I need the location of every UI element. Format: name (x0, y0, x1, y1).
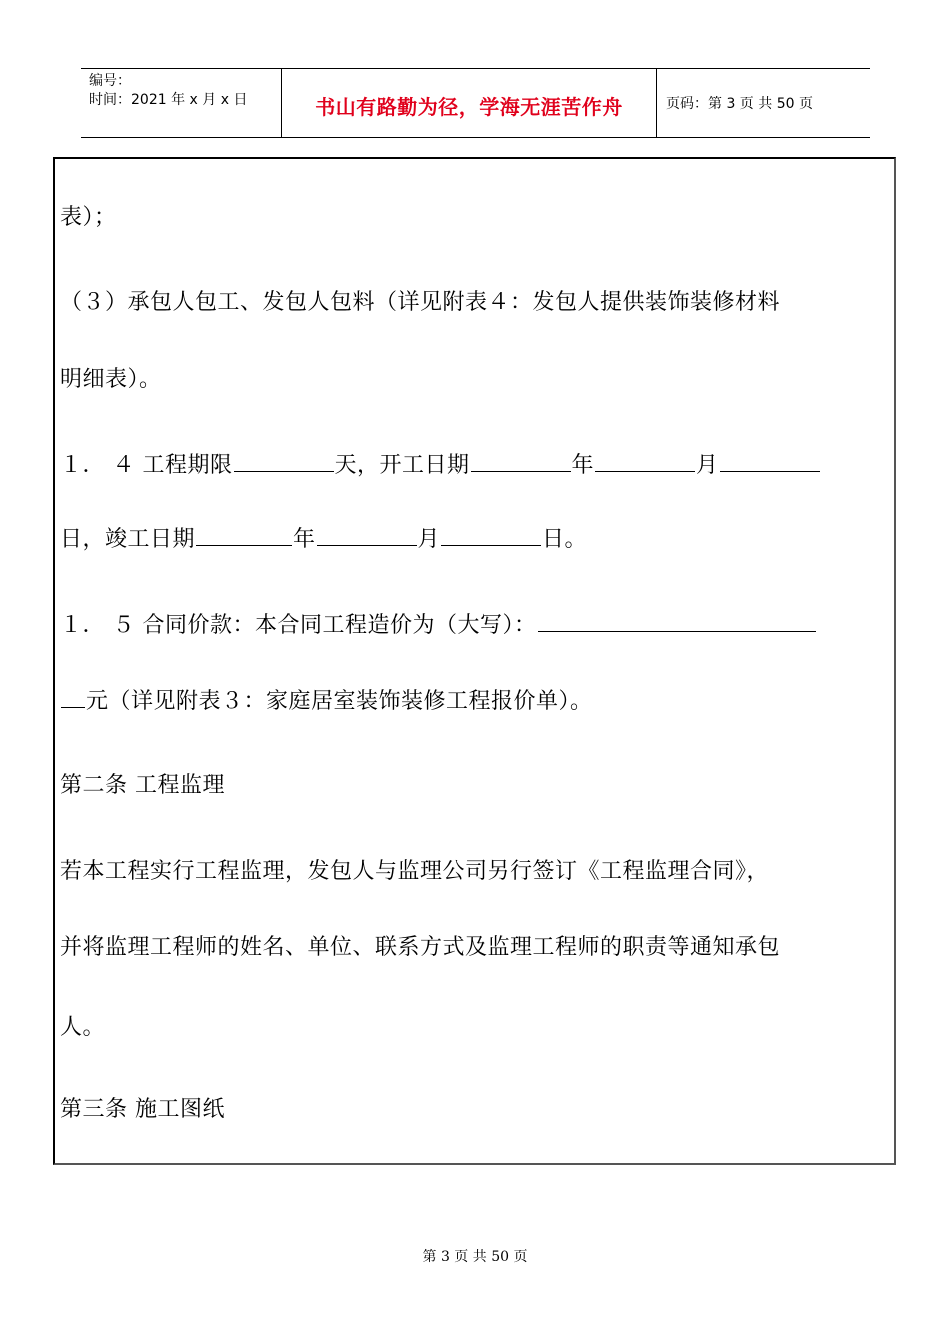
number-label: 编号： (89, 73, 131, 89)
blank-field[interactable] (234, 449, 334, 472)
header-motto-cell (281, 69, 657, 137)
blank-field[interactable] (538, 609, 816, 632)
text-line: 人。 (60, 1015, 106, 1040)
page-info: 页码：第 3 页 共 50 页 (666, 96, 813, 112)
text-segment: 日，竣工日期 (60, 527, 196, 552)
text-segment: １． ５ 合同价款：本合同工程造价为（大写）： (60, 613, 537, 638)
header-page-cell (656, 69, 870, 137)
blank-field[interactable] (595, 449, 695, 472)
text-line: （３）承包人包工、发包人包料（详见附表４：发包人提供装饰装修材料 (60, 290, 781, 315)
time-label: 时间：2021 年 x 月 x 日 (89, 92, 248, 108)
text-segment: 元（详见附表３：家庭居室装饰装修工程报价单）。 (86, 689, 593, 714)
header-meta-cell (81, 69, 281, 137)
blank-field[interactable] (61, 685, 85, 708)
page-footer: 第 3 页 共 50 页 (422, 1249, 528, 1265)
blank-field[interactable] (720, 449, 820, 472)
text-segment: 月 (417, 527, 441, 552)
text-line: 明细表）。 (60, 367, 162, 392)
text-line: 若本工程实行工程监理，发包人与监理公司另行签订《工程监理合同》， (60, 859, 770, 884)
blank-field[interactable] (471, 449, 571, 472)
term-label: １． ４ 工程期限 (60, 453, 233, 478)
section-heading: 第二条 工程监理 (60, 773, 225, 798)
text-line: 表）； (60, 205, 117, 230)
term-line (60, 448, 821, 479)
text-segment: 月 (696, 453, 719, 478)
text-segment: 年 (293, 527, 316, 552)
price-line (60, 608, 817, 639)
section-heading: 第三条 施工图纸 (60, 1097, 225, 1122)
completion-line (60, 522, 587, 553)
blank-field[interactable] (196, 523, 292, 546)
text-segment: 年 (571, 453, 595, 478)
price-line-cont (60, 684, 593, 715)
header-table (81, 68, 870, 138)
text-line: 并将监理工程师的姓名、单位、联系方式及监理工程师的职责等通知承包 (60, 935, 781, 960)
text-segment: 天，开工日期 (334, 453, 470, 478)
blank-field[interactable] (317, 523, 417, 546)
motto: 书山有路勤为径，学海无涯苦作舟 (315, 95, 623, 119)
text-segment: 日。 (542, 527, 588, 552)
blank-field[interactable] (441, 523, 541, 546)
